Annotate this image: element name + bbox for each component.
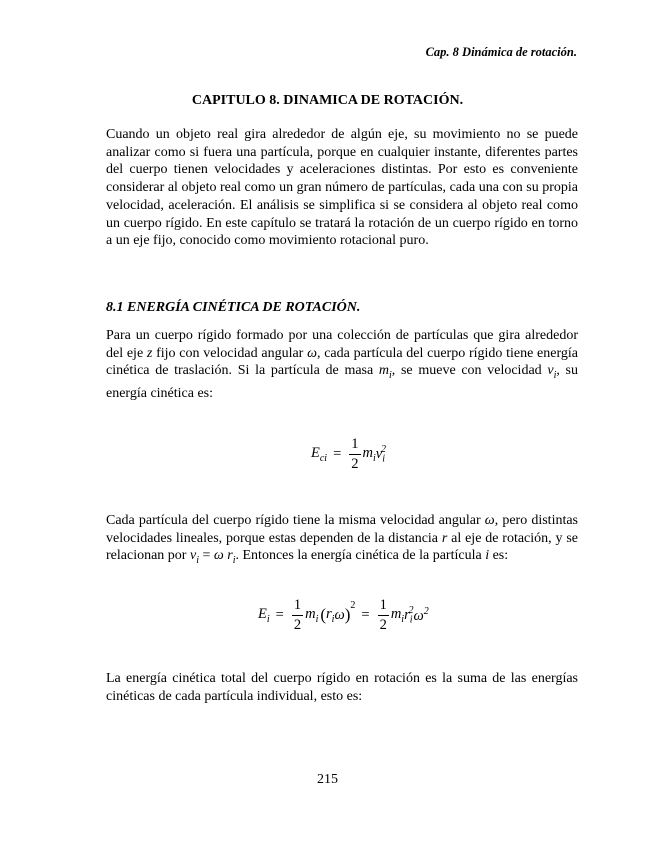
eq2-denominator-1: 2: [293, 616, 302, 633]
paragraph-angular-velocity: [106, 512, 578, 570]
eq1-denominator: 2: [351, 455, 359, 472]
eq2-fraction-1: [292, 598, 303, 632]
p3-inline-v-letter: v: [189, 548, 197, 564]
p2-var-omega: ω: [307, 345, 317, 361]
p2-text-1: Para un cuerpo rígido formado por una colección de partículas que gira alrededor del eje: [106, 328, 578, 361]
eq2-fraction-2: [378, 598, 389, 632]
p2-text-4: , se mueve con velocidad: [391, 363, 548, 379]
eq1-mass-letter: m: [362, 444, 373, 461]
intro-paragraph: Cuando un objeto real gira alrededor de algún eje, su movimiento no se puede analizar como si fuera una partícula, porque en cualquier instante, diferentes partes del cuerpo tienen velocidades y aceleraciones distintas. Por esto es conveniente considerar al objeto real como un gran número de partículas, cada una con su propia velocidad, aceleración. El análisis se simplifica si se considera al objeto real como un cuerpo rígido. En este capítulo se tratará la rotación de un cuerpo rígido en torno a un eje fijo, conocido como movimiento rotacional puro.: [106, 127, 578, 249]
p3-inline-omega: ω: [213, 548, 224, 564]
p2-var-m: [378, 363, 392, 382]
p3-inline-equals: =: [198, 548, 214, 564]
paragraph-total-kinetic-energy: La energía cinética total del cuerpo rígido en rotación es la suma de las energías cinéticas de cada partícula individual, esto es:: [106, 671, 578, 704]
paragraph-kinetic-energy-intro: [106, 327, 578, 403]
eq2-mass-letter: m: [305, 605, 316, 622]
eq1-lhs-sub: ci: [319, 452, 328, 464]
eq2-omega: ω: [334, 606, 345, 623]
eq2-square: 2: [350, 600, 356, 611]
eq1-velocity-letter: v: [375, 445, 383, 462]
p3-text-5: es:: [489, 548, 509, 564]
p2-var-m-sub: i: [389, 370, 392, 382]
eq1-velocity: [376, 444, 386, 465]
p3-text-1: Cada partícula del cuerpo rígido tiene la misma velocidad angular: [106, 513, 485, 528]
eq2-radius-2: [404, 605, 413, 626]
eq2-radius-letter: r: [326, 605, 332, 622]
page-number: 215: [317, 772, 338, 787]
eq2-mass: [305, 606, 318, 625]
eq1-mass-sub: i: [373, 452, 376, 464]
eq2-radius: [326, 606, 334, 625]
eq1-velocity-sub: i: [382, 453, 385, 465]
eq2-omega-2-sup: 2: [423, 605, 429, 617]
eq1-mass: [363, 445, 376, 464]
eq2-omega-2: [414, 606, 429, 625]
p2-text-2: fijo con velocidad angular: [152, 345, 308, 361]
equation-kinetic-energy-rotation: [258, 598, 429, 632]
p3-text-2: , pero distintas velocidades lineales, porque estas dependen de la distancia: [106, 513, 579, 546]
eq1-numerator: 1: [349, 437, 360, 455]
eq2-lhs-sub: i: [266, 613, 270, 625]
eq2-mass-2-letter: m: [390, 605, 402, 622]
eq2-lhs: [258, 606, 270, 625]
eq2-mass-sub: i: [315, 613, 319, 625]
eq1-lhs: [311, 445, 327, 464]
eq2-numerator-2: 1: [378, 598, 389, 616]
eq2-numerator-1: 1: [292, 598, 303, 616]
eq1-fraction: [349, 437, 360, 471]
section-title: 8.1 ENERGÍA CINÉTICA DE ROTACIÓN.: [106, 300, 361, 315]
eq2-equals: =: [275, 606, 284, 623]
eq2-paren-close: ): [344, 605, 351, 624]
p2-var-v: [547, 363, 557, 382]
p3-inline-r: [223, 548, 236, 567]
p2-var-z: z: [146, 345, 153, 361]
p2-text-3: , cada partícula del cuerpo rígido tiene energía cinética de traslación. Si la partícula de masa: [106, 345, 578, 379]
p2-var-m-letter: m: [378, 363, 390, 379]
p2-var-v-letter: v: [547, 363, 554, 379]
eq1-lhs-letter: E: [311, 444, 320, 461]
eq2-radius-sub: i: [331, 613, 335, 625]
eq2-paren-open: (: [320, 605, 327, 624]
p3-inline-v-sub: i: [196, 555, 199, 567]
p3-var-i: i: [485, 548, 490, 564]
eq1-equals: =: [333, 445, 342, 462]
eq2-omega-2-letter: ω: [413, 607, 424, 624]
eq2-denominator-2: 2: [379, 616, 387, 633]
eq2-mass-2-sub: i: [401, 613, 405, 625]
eq2-radius-2-letter: r: [404, 606, 410, 623]
equation-kinetic-energy-particle: [311, 437, 386, 471]
eq2-lhs-letter: E: [258, 605, 267, 622]
eq2-radius-2-sub: i: [409, 614, 413, 626]
p3-text-3: al eje de rotación, y se relacionan por: [106, 530, 579, 564]
eq2-equals-2: =: [361, 606, 370, 623]
p2-text-5: , su energía cinética es:: [106, 363, 578, 401]
running-header: Cap. 8 Dinámica de rotación.: [425, 45, 577, 59]
p3-inline-v: [189, 548, 199, 567]
p3-var-omega: ω: [484, 513, 495, 528]
eq1-velocity-sup: 2: [381, 443, 386, 455]
chapter-title: CAPITULO 8. DINAMICA DE ROTACIÓN.: [191, 93, 464, 108]
eq2-radius-2-sup: 2: [408, 604, 414, 616]
p3-inline-r-sub: i: [232, 555, 236, 567]
p2-var-v-sub: i: [553, 370, 557, 382]
p3-var-r: r: [441, 530, 448, 546]
p3-text-4: . Entonces la energía cinética de la partícula: [235, 548, 486, 564]
eq2-mass-2: [391, 606, 404, 625]
p3-inline-r-letter: r: [223, 548, 233, 564]
